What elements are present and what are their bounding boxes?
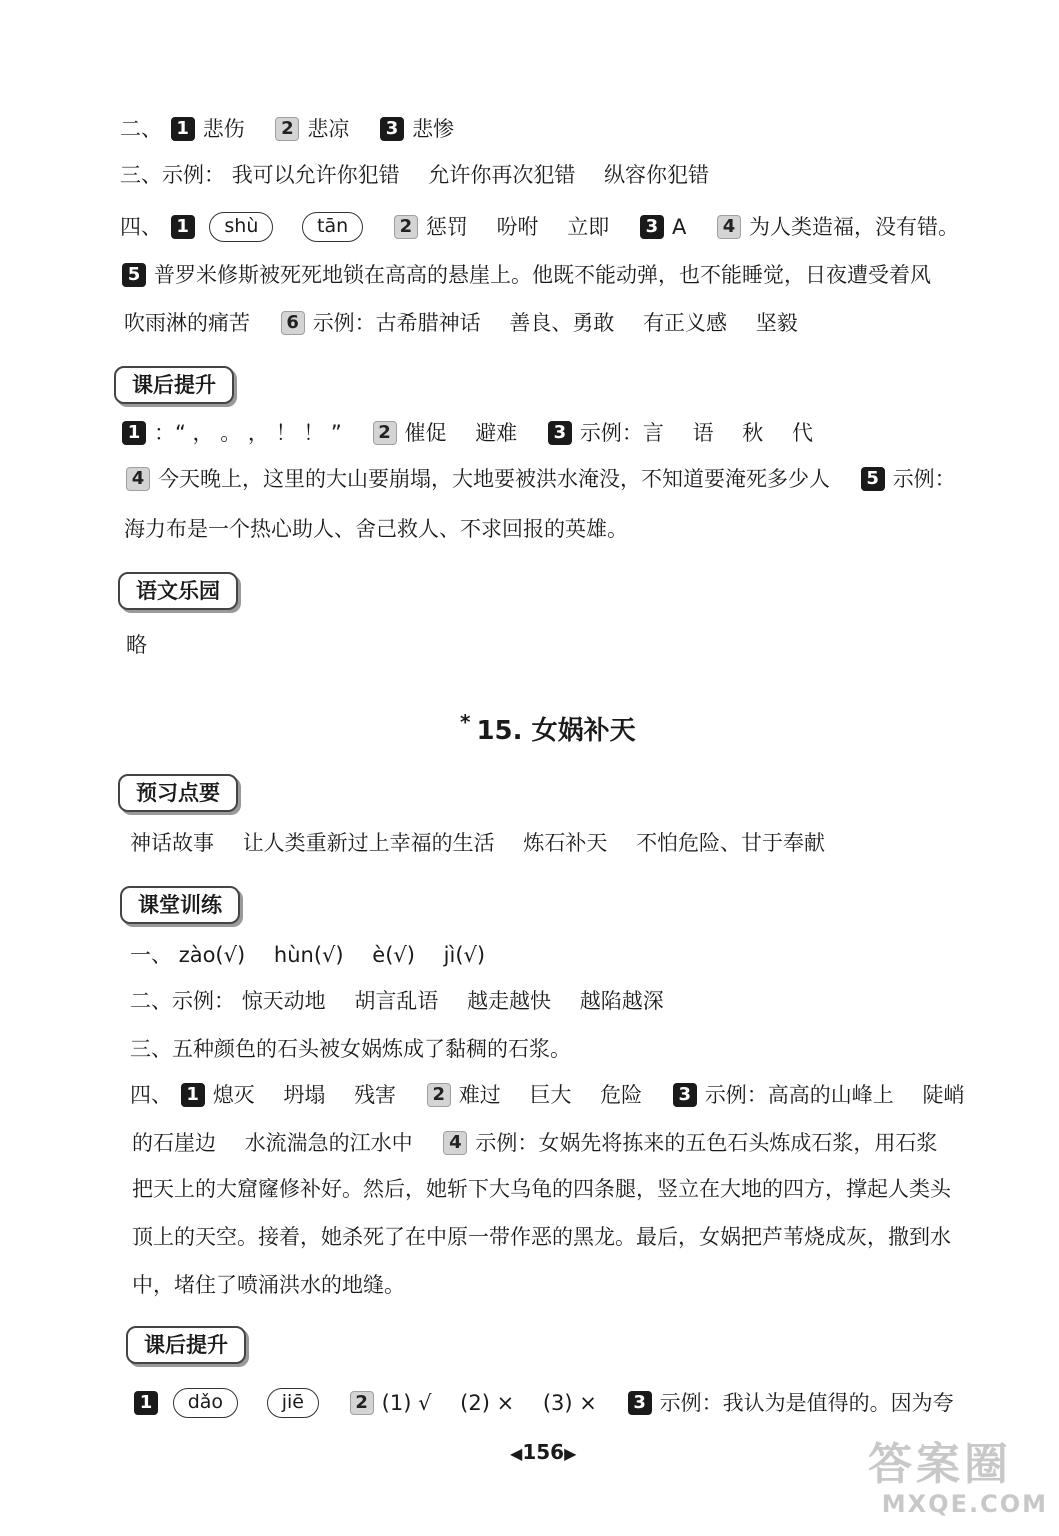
answer-line-class-q1: 一、 zào(√) hùn(√) è(√) jì(√) xyxy=(130,943,486,967)
section-tag-preview: 预习点要 xyxy=(118,774,238,812)
answer-line-class-q2: 二、示例： 惊天动地 胡言乱语 越走越快 越陷越深 xyxy=(130,989,664,1013)
number-badge: 6 xyxy=(281,311,305,335)
number-badge: 4 xyxy=(717,215,741,239)
answer-line-q3: 三、示例： 我可以允许你犯错 允许你再次犯错 纵容你犯错 xyxy=(120,163,710,187)
number-badge: 5 xyxy=(122,263,146,287)
pinyin-oval: jiē xyxy=(267,1388,319,1418)
answer-line-q4-6: 吹雨淋的痛苦 6 示例：古希腊神话 善良、勇敢 有正义感 坚毅 xyxy=(124,311,798,335)
number-badge: 2 xyxy=(394,215,418,239)
pinyin-oval: shù xyxy=(209,212,273,242)
number-badge: 2 xyxy=(275,117,299,141)
answer-line-class-q4-b: 的石崖边 水流湍急的江水中 4 示例：女娲先将拣来的五色石头炼成石浆，用石浆 xyxy=(132,1131,938,1155)
triangle-left-icon: ◀ xyxy=(510,1444,523,1463)
number-badge: 3 xyxy=(673,1083,697,1107)
number-badge: 3 xyxy=(640,215,664,239)
number-badge: 2 xyxy=(373,421,397,445)
number-badge: 3 xyxy=(548,421,572,445)
number-badge: 1 xyxy=(181,1083,205,1107)
page-number: ◀156▶ xyxy=(510,1440,577,1464)
answer-line-preview: 神话故事 让人类重新过上幸福的生活 炼石补天 不怕危险、甘于奉献 xyxy=(130,831,826,855)
pinyin-oval: dǎo xyxy=(173,1388,238,1418)
pinyin-oval: tān xyxy=(302,212,363,242)
answer-line-q4: 四、 1 shù tān 2 惩罚 吩咐 立即 3 A 4 为人类造福，没有错。 xyxy=(120,210,1019,243)
answer-line-q2: 二、 1 悲伤 2 悲凉 3 悲惨 xyxy=(120,117,455,141)
number-badge: 1 xyxy=(134,1391,158,1415)
number-badge: 4 xyxy=(126,467,150,491)
number-badge: 1 xyxy=(171,215,195,239)
number-badge: 3 xyxy=(628,1391,652,1415)
number-badge: 2 xyxy=(427,1083,451,1107)
number-badge: 2 xyxy=(350,1391,374,1415)
answer-line-class-q4-a: 四、 1 熄灭 坍塌 残害 2 难过 巨大 危险 3 示例：高高的山峰上 陡峭 xyxy=(130,1083,965,1107)
number-badge: 1 xyxy=(122,421,146,445)
number-badge: 1 xyxy=(171,117,195,141)
answer-line-class-q4-c: 把天上的大窟窿修补好。然后，她斩下大乌龟的四条腿，竖立在大地的四方，撑起人类头 xyxy=(132,1177,951,1201)
answer-line-after1-a: 1 ：“ ， 。 ， ！ ！ ” 2 催促 避难 3 示例：言 语 秋 代 xyxy=(120,416,1019,449)
answer-line-after2: 1 dǎo jiē 2 (1) √ (2) × (3) × 3 示例：我认为是值得的。因为夸 xyxy=(132,1386,1019,1419)
number-badge: 3 xyxy=(380,117,404,141)
answer-line-class-q4-e: 中，堵住了喷涌洪水的地缝。 xyxy=(132,1273,405,1297)
section-tag-after-class-2: 课后提升 xyxy=(126,1326,246,1364)
lesson-title: * 15. 女娲补天 xyxy=(460,710,636,746)
section-tag-chinese-garden: 语文乐园 xyxy=(118,572,238,610)
section-tag-after-class: 课后提升 xyxy=(114,366,234,404)
section-tag-classroom: 课堂训练 xyxy=(120,886,240,924)
watermark-logo: 答案圈 MXQE.COM xyxy=(868,1439,1048,1518)
number-badge: 5 xyxy=(861,467,885,491)
answer-line-after1-c: 海力布是一个热心助人、舍己救人、不求回报的英雄。 xyxy=(124,517,628,541)
answer-line-q4-5: 5 普罗米修斯被死死地锁在高高的悬崖上。他既不能动弹，也不能睡觉，日夜遭受着风 xyxy=(120,258,1019,291)
answer-line-class-q3: 三、五种颜色的石头被女娲炼成了黏稠的石浆。 xyxy=(130,1037,571,1061)
triangle-right-icon: ▶ xyxy=(564,1444,577,1463)
answer-line-garden: 略 xyxy=(126,633,147,657)
answer-line-class-q4-d: 顶上的天空。接着，她杀死了在中原一带作恶的黑龙。最后，女娲把芦苇烧成灰，撒到水 xyxy=(132,1225,951,1249)
number-badge: 4 xyxy=(443,1131,467,1155)
answer-line-after1-b: 4 今天晚上，这里的大山要崩塌，大地要被洪水淹没，不知道要淹死多少人 5 示例： xyxy=(124,462,1019,495)
